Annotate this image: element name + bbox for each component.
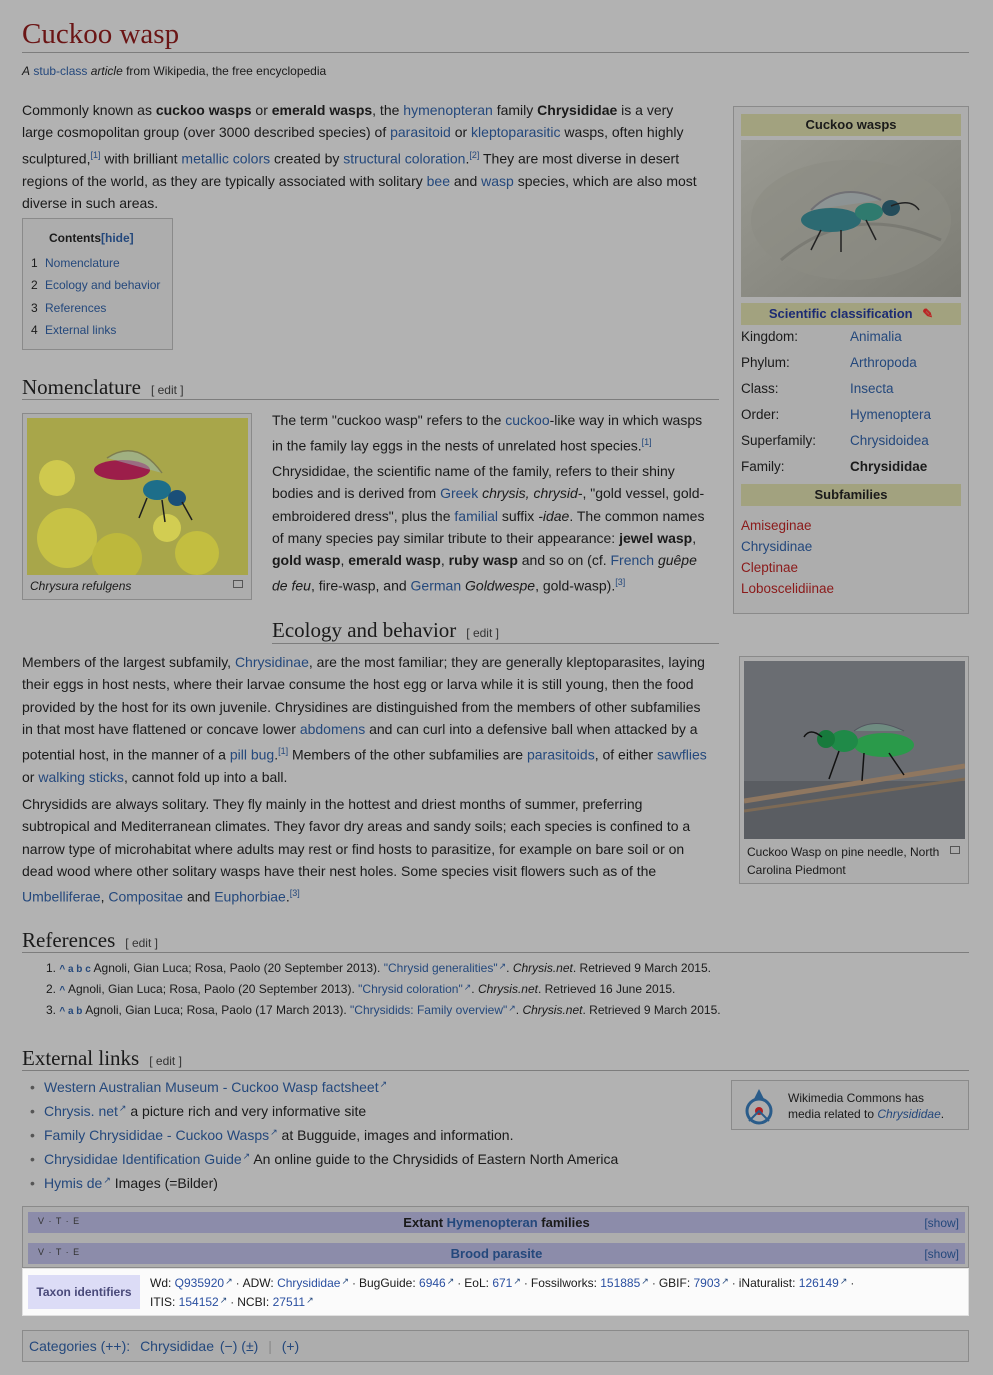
text-line: sculptured,[1] with brilliant metallic colors created by structural coloration.[2] They are most diverse in desert bbox=[22, 149, 680, 167]
external-link-item bbox=[44, 1079, 387, 1095]
enlarge-icon[interactable] bbox=[233, 580, 243, 588]
category-add[interactable]: (+) bbox=[281, 1338, 300, 1354]
ref-link[interactable]: "Chrysidids: Family overview" ↗ bbox=[350, 1003, 516, 1017]
subfamily-link[interactable]: Loboscelidiinae bbox=[741, 581, 835, 596]
commons-line bbox=[788, 1106, 944, 1122]
inline-link[interactable]: structural coloration bbox=[343, 150, 466, 167]
rank-value[interactable]: Animalia bbox=[850, 329, 902, 344]
inline-link[interactable]: Greek bbox=[440, 485, 479, 502]
inline-link[interactable]: kleptoparasitic bbox=[471, 124, 561, 141]
taxon-id-link[interactable]: 6946 ↗ bbox=[419, 1276, 454, 1290]
toc-num: 3 bbox=[31, 301, 38, 315]
enlarge-icon[interactable] bbox=[950, 846, 960, 854]
sci-class-label: Scientific classification bbox=[768, 306, 913, 321]
taxon-db-name: NCBI: bbox=[237, 1295, 273, 1309]
subfamily-link[interactable]: Chrysidinae bbox=[741, 539, 813, 554]
text-line: embroidered dress", plus the familial suffix -idae. The common names bbox=[272, 507, 705, 524]
navbox-title bbox=[28, 1246, 965, 1261]
taxobox bbox=[733, 106, 969, 614]
separator-dot: · bbox=[850, 1276, 855, 1290]
bold-term: emerald wasps bbox=[271, 102, 373, 118]
bold-term: ruby wasp bbox=[448, 552, 518, 569]
heading-text: Nomenclature bbox=[22, 375, 141, 399]
toc-title: Contents bbox=[49, 231, 101, 245]
rank-label: Kingdom: bbox=[741, 329, 799, 344]
rank-value[interactable]: Hymenoptera bbox=[850, 407, 932, 422]
text-line: de feu, fire-wasp, and German Goldwespe, gold-wasp).[3] bbox=[272, 577, 626, 595]
inline-link[interactable]: metallic colors bbox=[181, 150, 271, 167]
text-line: diverse in such areas. bbox=[22, 194, 159, 211]
edit-link[interactable]: [ edit ] bbox=[150, 383, 184, 397]
toc-link-ecology[interactable]: Ecology and behavior bbox=[45, 278, 161, 292]
navbox-show-toggle[interactable]: [show] bbox=[924, 1247, 959, 1261]
catlinks-row bbox=[29, 1338, 299, 1354]
inline-link[interactable]: Umbelliferae bbox=[22, 888, 101, 905]
heading-text: References bbox=[22, 928, 116, 952]
separator: | bbox=[268, 1338, 272, 1354]
taxon-id-link[interactable]: 151885 ↗ bbox=[600, 1276, 649, 1290]
stub-class-link[interactable]: stub-class bbox=[33, 64, 88, 78]
text-line: of many species pay similar tribute to their appearance: jewel wasp, bbox=[272, 529, 697, 546]
taxon-line-1 bbox=[150, 1276, 857, 1290]
inline-link[interactable]: German bbox=[410, 578, 462, 595]
separator-dot: · bbox=[523, 1276, 528, 1290]
ref-link[interactable]: "Chrysid coloration" ↗ bbox=[358, 982, 471, 996]
inline-link[interactable]: bee bbox=[426, 172, 450, 189]
navbox-brood-parasite bbox=[28, 1243, 965, 1264]
rank-label: Superfamily: bbox=[741, 433, 817, 448]
toc-num: 4 bbox=[31, 323, 38, 337]
text-line: gold wasp, emerald wasp, ruby wasp and so on (cf. French guêpe bbox=[272, 552, 697, 569]
toc-link-references[interactable]: References bbox=[45, 301, 107, 315]
inline-link[interactable]: wasp bbox=[481, 172, 514, 189]
ecology-p1 bbox=[22, 651, 732, 788]
separator-dot: · bbox=[651, 1276, 656, 1290]
taxon-db-name: EoL: bbox=[464, 1276, 493, 1290]
text-line: Umbelliferae, Compositae and Euphorbiae.[3] bbox=[22, 888, 300, 905]
ref-link[interactable]: "Chrysid generalities" ↗ bbox=[384, 961, 506, 975]
italic-term: de feu bbox=[272, 578, 311, 595]
taxon-db-name: GBIF: bbox=[658, 1276, 694, 1290]
taxon-id-link[interactable]: 671 ↗ bbox=[492, 1276, 521, 1290]
separator-dot: · bbox=[351, 1276, 356, 1290]
italic-term: Goldwespe bbox=[465, 578, 536, 595]
section-heading-nomenclature bbox=[22, 375, 184, 400]
taxon-line-2 bbox=[150, 1295, 314, 1309]
taxon-id-link[interactable]: 154152 ↗ bbox=[179, 1295, 228, 1309]
categories-link[interactable]: Categories (++): bbox=[29, 1338, 131, 1354]
subfamily-link[interactable]: Amiseginae bbox=[741, 518, 812, 533]
text-line: provided by the host for its own juvenile. Chrysidines are distinguished from the members of other subfamilies bbox=[22, 698, 701, 715]
citation-ref[interactable]: [3] bbox=[289, 888, 300, 899]
inline-link[interactable]: cuckoo bbox=[505, 412, 550, 428]
text-line: potential host, in the manner of a pill bug.[1] Members of the other subfamilies are parasitoids, of either sawflies bbox=[22, 746, 707, 763]
reference-item: 1. ^ a b c Agnoli, Gian Luca; Rosa, Paolo (20 September 2013). "Chrysid generalities" ↗ . Chrysis.net. Retrieved 9 March 2015. bbox=[46, 961, 711, 975]
catlinks bbox=[22, 1330, 969, 1362]
section-rule bbox=[22, 1070, 969, 1071]
taxon-db-name: Wd: bbox=[150, 1276, 175, 1290]
taxon-db-name: ADW: bbox=[242, 1276, 278, 1290]
text-line: or walking sticks, cannot fold up into a ball. bbox=[22, 769, 288, 786]
text-line: regions of the world, as they are typically associated with solitary bee and wasp species, which are also most bbox=[22, 172, 697, 189]
taxobox-image[interactable] bbox=[741, 140, 961, 297]
inline-link[interactable]: walking sticks bbox=[38, 769, 124, 786]
thumb-caption: Chrysura refulgens bbox=[30, 579, 132, 593]
citation-ref[interactable]: [1] bbox=[278, 746, 289, 757]
inline-link[interactable]: parasitoids bbox=[526, 746, 595, 763]
section-heading-ecology bbox=[272, 618, 499, 643]
section-heading-references bbox=[22, 928, 158, 953]
text-line: in that most have flattened or concave lower abdomens and can curl into a defensive ball when attacked by a bbox=[22, 720, 698, 737]
separator-dot: · bbox=[235, 1276, 240, 1290]
subfamily-link[interactable]: Cleptinae bbox=[741, 560, 799, 575]
nomenclature-p1 bbox=[272, 409, 722, 457]
ref-num: 1. bbox=[46, 961, 60, 975]
text-line: their eggs in host nests, where their larvae consume the host egg or larva while it is still young, then the food bbox=[22, 676, 694, 693]
text-line: narrow type of microhabitat where adults may rest or find hosts to parasitize, for example on bare soil or on bbox=[22, 840, 685, 857]
inline-link[interactable]: French bbox=[610, 552, 655, 569]
citation-ref[interactable]: [2] bbox=[469, 149, 480, 160]
italic-term: guêpe bbox=[657, 552, 697, 569]
rank-value[interactable]: Chrysidoidea bbox=[850, 433, 929, 448]
inline-link[interactable]: parasitoid bbox=[390, 124, 451, 141]
external-link[interactable]: Chrysis. net ↗ bbox=[44, 1103, 126, 1119]
commons-box bbox=[731, 1080, 969, 1130]
bold-term: gold wasp bbox=[272, 552, 341, 569]
subtitle-suffix: article bbox=[90, 64, 123, 78]
navbox-title-pre: Extant bbox=[403, 1215, 447, 1230]
navbox-title-post: families bbox=[537, 1215, 590, 1230]
toc-item[interactable] bbox=[31, 323, 116, 337]
page-subtitle bbox=[22, 64, 326, 78]
subtitle-prefix: A bbox=[22, 64, 31, 78]
rank-label: Order: bbox=[741, 407, 780, 422]
italic-term: -idae bbox=[538, 507, 570, 524]
intro-paragraph bbox=[22, 99, 722, 214]
ref-publisher: Chrysis.net bbox=[522, 1003, 583, 1017]
toc-link-external[interactable]: External links bbox=[45, 323, 117, 337]
reference-item: 3. ^ a b Agnoli, Gian Luca; Rosa, Paolo (17 March 2013). "Chrysidids: Family overview" ↗ . Chrysis.net. Retrieved 9 March 2015. bbox=[46, 1003, 721, 1017]
section-heading-external bbox=[22, 1046, 182, 1071]
ref-num: 3. bbox=[46, 1003, 60, 1017]
taxobox-title: Cuckoo wasps bbox=[741, 114, 961, 136]
pencil-icon[interactable]: ✎ bbox=[922, 306, 934, 321]
thumb-chrysura bbox=[22, 413, 252, 600]
navbox-hymenopteran bbox=[28, 1212, 965, 1233]
text-line: The term "cuckoo wasp" refers to the cuckoo-like way in which wasps bbox=[272, 412, 703, 428]
category-ops[interactable]: (−) (±) bbox=[219, 1338, 259, 1354]
text-line: Chrysidids are always solitary. They fly mainly in the hottest and driest months of summer, preferring bbox=[22, 796, 643, 812]
nomenclature-p2 bbox=[272, 460, 722, 597]
commons-prefix: media related to bbox=[788, 1107, 878, 1121]
taxon-db-name: Fossilworks: bbox=[530, 1276, 601, 1290]
vte-links[interactable]: V · T · E bbox=[38, 1247, 81, 1257]
navbox-show-toggle[interactable]: [show] bbox=[924, 1216, 959, 1230]
taxon-db-name: iNaturalist: bbox=[738, 1276, 799, 1290]
toc-item[interactable] bbox=[31, 278, 160, 292]
category-chrysididae[interactable]: Chrysididae bbox=[140, 1338, 214, 1354]
subtitle-source: from Wikipedia, the free encyclopedia bbox=[126, 64, 327, 78]
bold-term: emerald wasp bbox=[348, 552, 441, 569]
caption-line: Carolina Piedmont bbox=[747, 863, 846, 877]
ref-publisher: Chrysis.net bbox=[512, 961, 573, 975]
citation-ref[interactable]: [3] bbox=[615, 577, 626, 588]
taxon-id-link[interactable]: Chrysididae ↗ bbox=[277, 1276, 349, 1290]
ref-num: 2. bbox=[46, 982, 60, 996]
toc-num: 2 bbox=[31, 278, 38, 292]
inline-link[interactable]: Euphorbiae bbox=[214, 888, 286, 905]
title-rule bbox=[22, 52, 969, 53]
edit-link[interactable]: [ edit ] bbox=[125, 936, 158, 950]
text-line: Members of the largest subfamily, Chrysidinae, are the most familiar; they are generally kleptoparasites, laying bbox=[22, 654, 705, 670]
wasp-photo-1 bbox=[741, 140, 961, 297]
text-line: subtropical and Mediterranean climates. They favor dry areas and sandy soils; each species is confined to a bbox=[22, 818, 691, 835]
external-link[interactable]: Chrysididae Identification Guide ↗ bbox=[44, 1151, 250, 1167]
text-line: bodies and is derived from Greek chrysis, chrysid-, "gold vessel, gold- bbox=[272, 485, 705, 502]
inline-link[interactable]: hymenopteran bbox=[403, 102, 493, 118]
bold-term: Chrysididae bbox=[537, 102, 618, 118]
inline-link[interactable]: familial bbox=[454, 507, 498, 524]
toc-heading bbox=[49, 231, 134, 245]
taxon-id-link[interactable]: 126149 ↗ bbox=[799, 1276, 848, 1290]
bold-term: cuckoo wasps bbox=[155, 102, 252, 118]
backlink[interactable]: ^ a b c bbox=[59, 964, 94, 975]
rank-value[interactable]: Insecta bbox=[850, 381, 894, 396]
toc-item[interactable] bbox=[31, 256, 120, 270]
external-link-desc: Images (=Bilder) bbox=[110, 1175, 218, 1191]
text-line: in the family lay eggs in the nests of unrelated host species.[1] bbox=[272, 437, 652, 454]
ref-publisher: Chrysis.net bbox=[477, 982, 538, 996]
taxon-identifiers-box bbox=[22, 1268, 969, 1316]
separator-dot: · bbox=[230, 1295, 235, 1309]
italic-term: chrysis, chrysid- bbox=[482, 485, 583, 502]
inline-link[interactable]: Compositae bbox=[108, 888, 184, 905]
ecology-p2 bbox=[22, 793, 732, 908]
navbox-title-link[interactable]: Hymenopteran bbox=[446, 1215, 538, 1230]
taxon-id-link[interactable]: 7903 ↗ bbox=[694, 1276, 729, 1290]
vte-links[interactable]: V · T · E bbox=[38, 1216, 81, 1226]
wikimedia-commons-icon[interactable] bbox=[742, 1087, 776, 1125]
taxon-db-name: ITIS: bbox=[150, 1295, 179, 1309]
external-link-desc: An online guide to the Chrysidids of Eastern North America bbox=[250, 1151, 619, 1167]
wasp-photo-2[interactable] bbox=[27, 418, 248, 575]
taxon-id-link[interactable]: Q935920 ↗ bbox=[175, 1276, 233, 1290]
text-line: Chrysididae, the scientific name of the family, refers to their shiny bbox=[272, 463, 675, 479]
rank-value[interactable]: Arthropoda bbox=[850, 355, 917, 370]
thumb-caption bbox=[747, 843, 957, 879]
backlink[interactable]: ^ bbox=[59, 985, 68, 996]
inline-link[interactable]: pill bug bbox=[229, 746, 275, 763]
rank-label: Phylum: bbox=[741, 355, 790, 370]
commons-link[interactable]: Chrysididae bbox=[877, 1107, 941, 1121]
sci-class-header bbox=[741, 303, 961, 325]
edit-link[interactable]: [ edit ] bbox=[466, 626, 499, 640]
external-link[interactable]: Western Australian Museum - Cuckoo Wasp factsheet ↗ bbox=[44, 1079, 387, 1095]
backlink[interactable]: ^ a b bbox=[59, 1006, 86, 1017]
rank-label: Class: bbox=[741, 381, 779, 396]
separator-dot: · bbox=[731, 1276, 736, 1290]
navbox-title bbox=[28, 1215, 965, 1230]
taxon-id-link[interactable]: 27511 ↗ bbox=[273, 1295, 314, 1309]
page-title: Cuckoo wasp bbox=[22, 18, 180, 50]
toc-num: 1 bbox=[31, 256, 38, 270]
reference-item: 2. ^ Agnoli, Gian Luca; Rosa, Paolo (20 September 2013). "Chrysid coloration" ↗ . Chrysis.net. Retrieved 16 June 2015. bbox=[46, 982, 675, 996]
external-link-item bbox=[44, 1175, 218, 1191]
external-link[interactable]: Hymis de ↗ bbox=[44, 1175, 111, 1191]
wasp-photo-3[interactable] bbox=[744, 661, 965, 839]
bold-term: jewel wasp bbox=[619, 529, 693, 546]
taxon-label: Taxon identifiers bbox=[28, 1275, 140, 1309]
section-rule bbox=[22, 399, 719, 400]
text-line: dead wood where other solitary wasps have their nest holes. Some species visit flowers such as of the bbox=[22, 862, 657, 879]
subfamilies-header: Subfamilies bbox=[741, 484, 961, 506]
toc-link-nomenclature[interactable]: Nomenclature bbox=[45, 256, 120, 270]
external-link-item bbox=[44, 1127, 513, 1143]
toc-item[interactable] bbox=[31, 301, 106, 315]
external-link-item bbox=[44, 1103, 366, 1119]
inline-link[interactable]: Chrysidinae bbox=[234, 654, 309, 670]
rank-label: Family: bbox=[741, 459, 785, 474]
caption-line: Cuckoo Wasp on pine needle, North bbox=[747, 845, 940, 859]
separator-dot: · bbox=[457, 1276, 462, 1290]
section-rule bbox=[22, 952, 969, 953]
external-link-item bbox=[44, 1151, 618, 1167]
heading-text: Ecology and behavior bbox=[272, 618, 457, 642]
taxon-db-name: BugGuide: bbox=[358, 1276, 420, 1290]
text-line: Commonly known as cuckoo wasps or emerald wasps, the hymenopteran family Chrysididae is a very bbox=[22, 102, 674, 118]
external-link-desc: a picture rich and very informative site bbox=[126, 1103, 367, 1119]
navbox-title-link[interactable]: Brood parasite bbox=[450, 1246, 543, 1261]
heading-text: External links bbox=[22, 1046, 140, 1070]
thumb-pine-needle bbox=[739, 656, 969, 884]
text-line: large cosmopolitan group (over 3000 described species) of parasitoid or kleptoparasitic wasps, often highly bbox=[22, 124, 684, 141]
commons-text bbox=[788, 1090, 944, 1122]
commons-end: . bbox=[940, 1107, 945, 1121]
inline-link[interactable]: sawflies bbox=[656, 746, 707, 763]
navbox-container bbox=[22, 1206, 969, 1268]
citation-ref[interactable]: [1] bbox=[641, 437, 652, 448]
inline-link[interactable]: abdomens bbox=[299, 720, 366, 737]
section-rule bbox=[272, 643, 719, 644]
rank-value: Chrysididae bbox=[850, 459, 928, 474]
edit-link[interactable]: [ edit ] bbox=[149, 1054, 182, 1068]
external-link[interactable]: Family Chrysididae - Cuckoo Wasps ↗ bbox=[44, 1127, 278, 1143]
citation-ref[interactable]: [1] bbox=[90, 149, 101, 160]
table-of-contents bbox=[22, 218, 173, 350]
commons-line: Wikimedia Commons has bbox=[788, 1091, 925, 1105]
toc-hide-link[interactable]: [hide] bbox=[101, 231, 134, 245]
external-link-desc: at Bugguide, images and information. bbox=[277, 1127, 514, 1143]
